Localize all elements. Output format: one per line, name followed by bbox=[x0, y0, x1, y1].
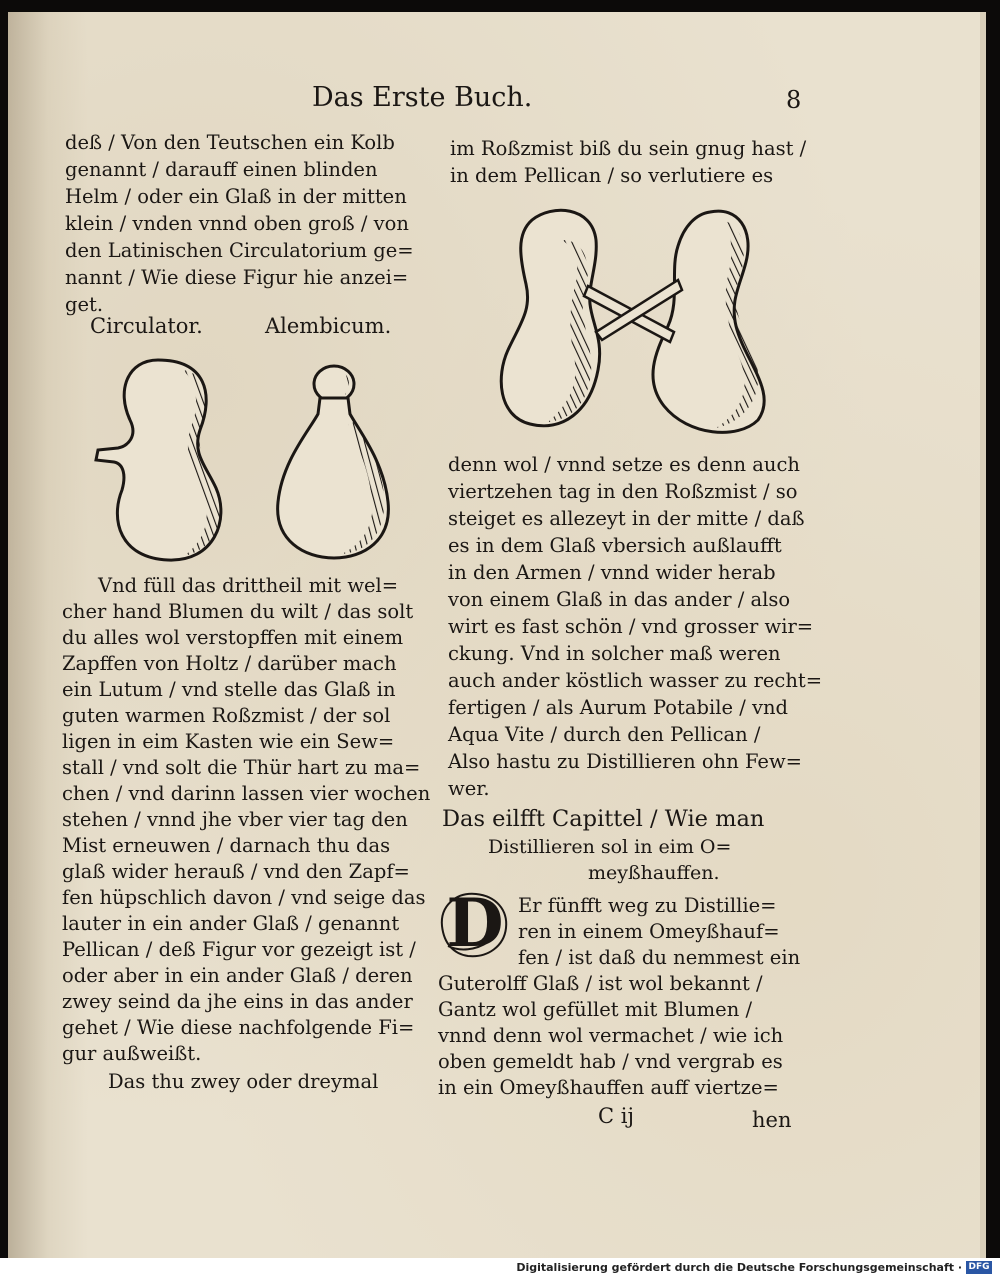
text-line: Zapffen von Holtz / darüber mach bbox=[62, 652, 397, 675]
page-number: 8 bbox=[786, 86, 802, 114]
text-line: du alles wol verstopffen mit einem bbox=[62, 626, 404, 649]
text-line: Gantz wol gefüllet mit Blumen / bbox=[438, 998, 753, 1021]
text-line: ckung. Vnd in solcher maß weren bbox=[448, 642, 781, 665]
text-line: fen / ist daß du nemmest ein bbox=[518, 946, 801, 969]
figure-label-circulator: Circulator. bbox=[90, 314, 203, 338]
text-line: cher hand Blumen du wilt / das solt bbox=[62, 600, 414, 623]
text-line: gur außweißt. bbox=[62, 1042, 202, 1065]
text-line: von einem Glaß in das ander / also bbox=[448, 588, 791, 611]
text-line: im Roßzmist biß du sein gnug hast / bbox=[450, 137, 807, 160]
text-line: Vnd füll das drittheil mit wel= bbox=[98, 574, 399, 597]
text-line: deß / Von den Teutschen ein Kolb bbox=[65, 131, 395, 154]
text-line: Das thu zwey oder dreymal bbox=[108, 1070, 379, 1093]
signature-mark: C ij bbox=[598, 1104, 634, 1128]
text-line: guten warmen Roßzmist / der sol bbox=[62, 704, 391, 727]
text-line: denn wol / vnnd setze es denn auch bbox=[448, 453, 800, 476]
circulator-illustration bbox=[88, 350, 248, 570]
footer-bar bbox=[0, 1258, 1000, 1278]
dfg-logo-icon: DFG bbox=[966, 1261, 992, 1274]
text-line: ligen in eim Kasten wie ein Sew= bbox=[62, 730, 395, 753]
text-line: lauter in ein ander Glaß / genannt bbox=[62, 912, 400, 935]
chapter-heading-line1: Das eilfft Capittel / Wie man bbox=[442, 806, 765, 832]
text-line: fen hüpschlich davon / vnd seige das bbox=[62, 886, 426, 909]
text-line: in den Armen / vnnd wider herab bbox=[448, 561, 776, 584]
text-line: Also hastu zu Distillieren ohn Few= bbox=[448, 750, 802, 773]
text-line: oder aber in ein ander Glaß / deren bbox=[62, 964, 413, 987]
text-line: ren in einem Omeyßhauf= bbox=[518, 920, 780, 943]
chapter-heading-line3: meyßhauffen. bbox=[588, 862, 720, 884]
text-line: wirt es fast schön / vnd grosser wir= bbox=[448, 615, 814, 638]
funding-credit: Digitalisierung gefördert durch die Deutsche Forschungsgemeinschaft · bbox=[516, 1261, 962, 1274]
drop-cap: D bbox=[446, 884, 504, 962]
pellican-illustration bbox=[492, 200, 782, 450]
page-edge bbox=[980, 12, 986, 1258]
text-line: chen / vnd darinn lassen vier wochen bbox=[62, 782, 431, 805]
text-line: klein / vnden vnnd oben groß / von bbox=[65, 212, 409, 235]
text-line: vnnd denn wol vermachet / wie ich bbox=[438, 1024, 784, 1047]
text-line: viertzehen tag in den Roßzmist / so bbox=[448, 480, 798, 503]
text-line: stall / vnd solt die Thür hart zu ma= bbox=[62, 756, 421, 779]
chapter-heading-line2: Distillieren sol in eim O= bbox=[488, 836, 732, 858]
text-line: stehen / vnnd jhe vber vier tag den bbox=[62, 808, 408, 831]
text-line: nannt / Wie diese Figur hie anzei= bbox=[65, 266, 409, 289]
text-line: auch ander köstlich wasser zu recht= bbox=[448, 669, 823, 692]
running-title: Das Erste Buch. bbox=[312, 82, 533, 113]
text-line: Aqua Vite / durch den Pellican / bbox=[448, 723, 761, 746]
text-line: gehet / Wie diese nachfolgende Fi= bbox=[62, 1016, 415, 1039]
text-line: zwey seind da jhe eins in das ander bbox=[62, 990, 413, 1013]
alembicum-illustration bbox=[268, 362, 398, 562]
text-line: Pellican / deß Figur vor gezeigt ist / bbox=[62, 938, 416, 961]
text-line: in ein Omeyßhauffen auff viertze= bbox=[438, 1076, 779, 1099]
catchword: hen bbox=[752, 1108, 792, 1132]
text-line: steiget es allezeyt in der mitte / daß bbox=[448, 507, 805, 530]
text-line: ein Lutum / vnd stelle das Glaß in bbox=[62, 678, 396, 701]
text-line: Helm / oder ein Glaß in der mitten bbox=[65, 185, 407, 208]
text-line: Mist erneuwen / darnach thu das bbox=[62, 834, 391, 857]
text-line: oben gemeldt hab / vnd vergrab es bbox=[438, 1050, 783, 1073]
text-line: glaß wider herauß / vnd den Zapf= bbox=[62, 860, 410, 883]
text-line: fertigen / als Aurum Potabile / vnd bbox=[448, 696, 789, 719]
text-line: wer. bbox=[448, 777, 490, 800]
text-line: get. bbox=[65, 293, 104, 316]
text-line: Er fünfft weg zu Distillie= bbox=[518, 894, 777, 917]
text-line: Guterolff Glaß / ist wol bekannt / bbox=[438, 972, 763, 995]
text-line: genannt / darauff einen blinden bbox=[65, 158, 378, 181]
text-line: in dem Pellican / so verlutiere es bbox=[450, 164, 774, 187]
figure-label-alembicum: Alembicum. bbox=[265, 314, 392, 338]
text-line: den Latinischen Circulatorium ge= bbox=[65, 239, 414, 262]
text-line: es in dem Glaß vbersich außlaufft bbox=[448, 534, 782, 557]
